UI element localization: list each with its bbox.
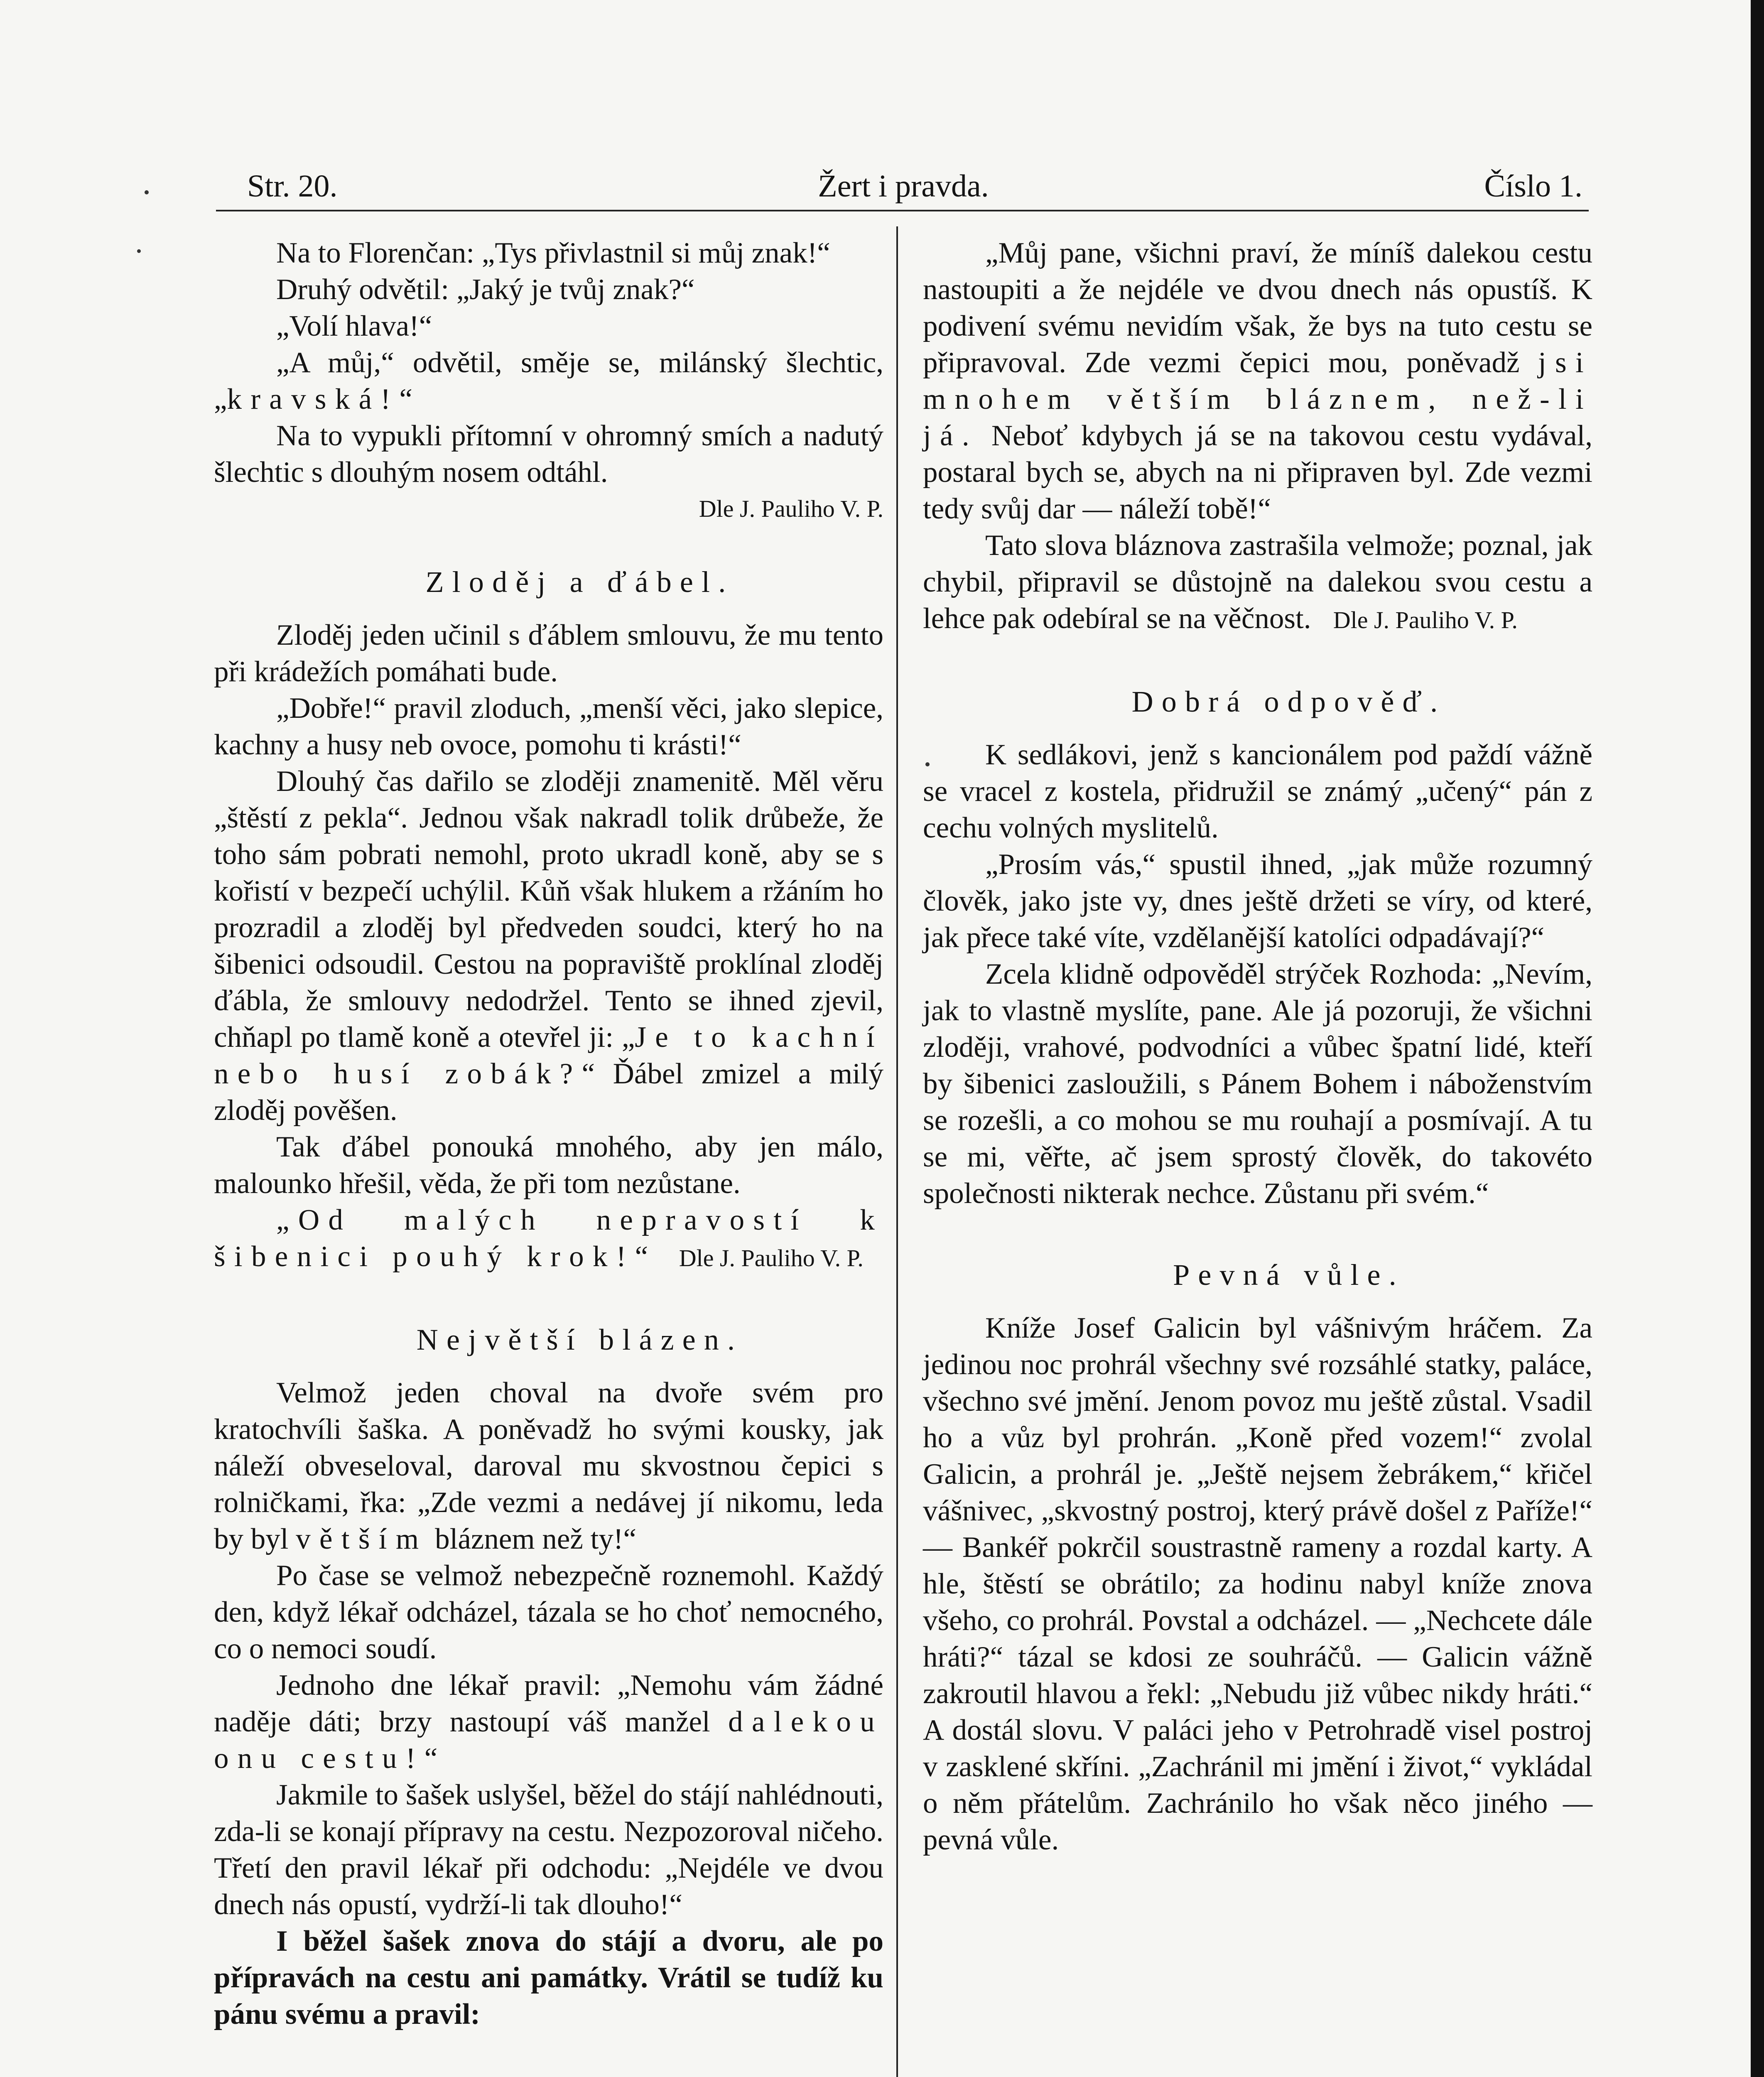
story-title: Největší blázen. [416, 1323, 743, 1356]
spaced-emphasis: dalekou onu cestu! [214, 1706, 883, 1775]
story-florencan [214, 235, 883, 527]
scan-edge [1751, 0, 1764, 2077]
header-rule [216, 210, 1589, 211]
text-run: “ [399, 383, 412, 415]
paragraph: Zloděj jeden učinil s ďáblem smlouvu, že mu tento při krádežích pomáhati bude. [214, 619, 883, 688]
print-speck [137, 249, 141, 253]
spaced-emphasis: Je to kachní nebo husí zobák? [214, 1021, 883, 1090]
paragraph: Zcela klidně odpověděl strýček Rozhoda: „Nevím, jak to vlastně myslíte, pane. Ale já pozoruji, že všichni zloději, vrahové, podvodníci a vůbec špatní lidé, kteří by šibenici zasloužili, s Pánem Bohem i náboženstvím se rozešli, a co mohou se mu rouhají a posmívají. A tu se mi, věřte, ač jsem sprostý člověk, do takovéto společnosti nikterak nechce. Zůstanu při svém.“ [923, 958, 1592, 1210]
paragraph: K sedlákovi, jenž s kancionálem pod paždí vážně se vracel z kostela, přidružil se známý „učený“ pán z cechu volných myslitelů. [923, 739, 1592, 844]
text-run: Jednoho dne lékař pravil: „Nemohu vám žádné naděje dáti; brzy nastoupí váš manžel [214, 1669, 883, 1738]
story-zlodej-a-dabel [214, 564, 883, 1277]
paragraph [214, 763, 883, 1129]
column-divider [896, 226, 898, 2077]
left-column [214, 235, 883, 2033]
paragraph [214, 344, 883, 417]
story-nejvetsi-blazen-continued [923, 235, 1592, 638]
paragraph-bold: I běžel šašek znova do stájí a dvoru, ale po přípravách na cestu ani památky. Vrátil se tudíž ku pánu svému a pravil: [214, 1925, 883, 2030]
text-run: “ [424, 1742, 438, 1775]
story-title: Pevná vůle. [1173, 1258, 1405, 1291]
spaced-emphasis: kravská! [227, 383, 400, 415]
paragraph: „Volí hlava!“ [276, 310, 432, 342]
spaced-emphasis: větším [296, 1523, 428, 1555]
story-title: Zloděj a ďábel. [425, 565, 734, 599]
right-column [923, 235, 1592, 1858]
text-run: Neboť kdybych já se na takovou cestu vydával, postaral bych se, abych na ni připraven byl. Zde vezmi tedy svůj dar — náleží tobě!“ [923, 420, 1592, 525]
print-speck [925, 762, 930, 766]
story-title: Dobrá odpověď. [1131, 685, 1446, 718]
paragraph [923, 527, 1592, 638]
source-credit: Dle J. Pauliho V. P. [679, 1245, 864, 1272]
source-credit: Dle J. Pauliho V. P. [1333, 606, 1518, 633]
story-dobra-odpoved [923, 683, 1592, 1212]
text-run: bláznem než ty!“ [427, 1523, 637, 1555]
paragraph: „Dobře!“ pravil zloduch, „menší věci, jako slepice, kachny a husy neb ovoce, pomohu ti krásti!“ [214, 692, 883, 761]
text-run: Velmož jeden choval na dvoře svém pro kratochvíli šaška. A poněvadž ho svými kousky, jak náleží obveseloval, daroval mu skvostnou čepici s rolničkami, řka: „Zde vezmi a nedávej jí nikomu, leda by byl [214, 1377, 883, 1555]
paragraph: Druhý odvětil: „Jaký je tvůj znak?“ [276, 273, 695, 306]
paragraph: Po čase se velmož nebezpečně roznemohl. Každý den, když lékař odcházel, tázala se ho choť nemocného, co o nemoci soudí. [214, 1559, 883, 1665]
text-run: “ Ďábel zmizel a milý zloděj pověšen. [214, 1058, 884, 1127]
text-run: „A můj,“ odvětil, směje se, milánský šlechtic, „ [214, 346, 883, 415]
text-run: „Můj pane, všichni praví, že míníš dalekou cestu nastoupiti a že nejdéle ve dvou dnech nás opustíš. K podivení svému nevidím však, že bys na tuto cestu se připravoval. Zde vezmi čepici mou, poněvadž [923, 237, 1592, 379]
print-speck [145, 190, 149, 194]
page-header [220, 168, 1587, 214]
paragraph: Tak ďábel ponouká mnohého, aby jen málo, malounko hřešil, věda, že při tom nezůstane. [214, 1131, 883, 1200]
paragraph: Na to vypukli přítomní v ohromný smích a nadutý šlechtic s dlouhým nosem odtáhl. [214, 420, 883, 489]
story-nejvetsi-blazen [214, 1321, 883, 2033]
issue-number: Číslo 1. [1484, 169, 1582, 204]
paragraph: „Prosím vás,“ spustil ihned, „jak může rozumný člověk, jako jste vy, dnes ještě držeti se víry, od které, jak přece také víte, vzdělanější katolíci odpadávají?“ [923, 848, 1592, 954]
text-run: Tato slova bláznova zastrašila velmože; poznal, jak chybil, připravil se důstojně na dalekou svou cestu a lehce pak odebíral se na věčnost. [923, 529, 1592, 635]
paragraph: Na to Florenčan: „Tys přivlastnil si můj znak!“ [276, 237, 830, 269]
paragraph [214, 1667, 883, 1777]
text-run: Dlouhý čas dařilo se zloději znamenitě. Měl věru „štěstí z pekla“. Jednou však nakradl tolik drůbeže, že toho sám pobrati nemohl, proto ukradl koně, aby se s kořistí v bezpečí uchýlil. Kůň však hlukem a ržáním ho prozradil a zloděj byl předveden soudci, který ho na šibenici odsoudil. Cestou na popraviště proklínal zloděj ďábla, že smlouvy nedodržel. Tento se ihned zjevil, chňapl po tlamě koně a otevřel ji: „ [214, 765, 883, 1053]
paragraph [214, 1375, 883, 1557]
paragraph [923, 235, 1592, 527]
publication-title: Žert i pravda. [818, 169, 989, 204]
spaced-emphasis: „Od malých nepravostí k šibenici pouhý krok!“ [214, 1204, 883, 1273]
paragraph: Jakmile to šašek uslyšel, běžel do stájí nahlédnouti, zda-li se konají přípravy na cestu. Nezpozoroval ničeho. Třetí den pravil lékař při odchodu: „Nejdéle ve dvou dnech nás opustí, vydrží-li tak dlouho!“ [214, 1779, 883, 1921]
page-number: Str. 20. [247, 169, 338, 204]
spaced-emphasis: jsi mnohem větším bláznem, než-li já. [923, 346, 1592, 452]
story-pevna-vule [923, 1257, 1592, 1858]
source-credit: Dle J. Pauliho V. P. [699, 495, 883, 522]
paragraph [214, 1202, 883, 1277]
paragraph: Kníže Josef Galicin byl vášnivým hráčem. Za jedinou noc prohrál všechny své rozsáhlé statky, paláce, všechno své jmění. Jenom povoz mu ještě zůstal. Vsadil ho a vůz byl prohrán. „Koně před vozem!“ zvolal Galicin, a prohrál je. „Ještě nejsem žebrákem,“ křičel vášnivec, „skvostný postroj, který právě došel z Paříže!“ — Bankéř pokrčil soustrastně rameny a rozdal karty. A hle, štěstí se obrátilo; za hodinu nabyl kníže znova všeho, co prohrál. Povstal a odcházel. — „Nechcete dále hráti?“ tázal se kdosi ze souhráčů. — Galicin vážně zakroutil hlavou a řekl: „Nebudu již vůbec nikdy hráti.“ A dostál slovu. V paláci jeho v Petrohradě visel postroj v zasklené skříni. „Zachránil mi jmění i život,“ vykládal o něm přátelům. Zachránilo ho však něco jiného — pevná vůle. [923, 1312, 1592, 1856]
